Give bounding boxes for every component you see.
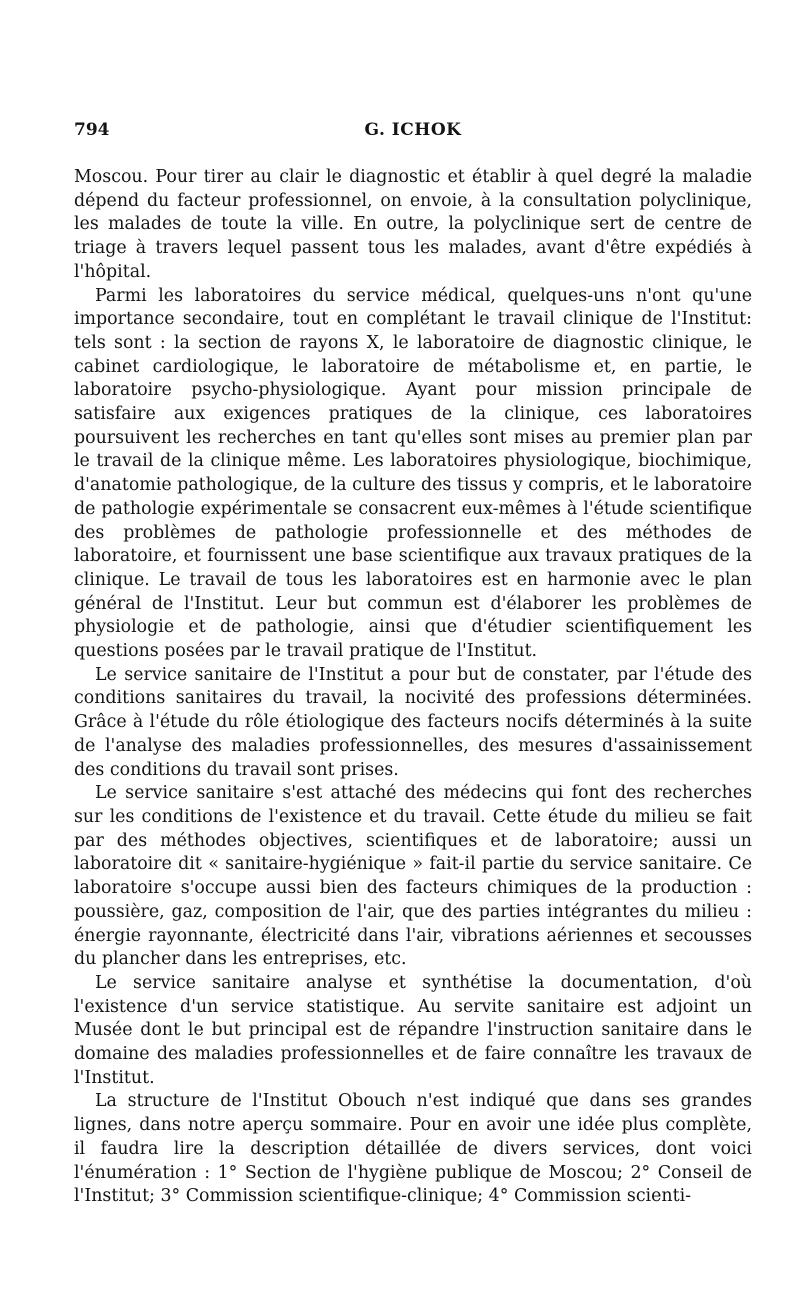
- document-page: [74, 120, 752, 1209]
- paragraph-5: Le service sanitaire analyse et synthétise la documentation, d'où l'existence d'un service statistique. Au servite sanitaire est adjoint un Musée dont le but principal est de répandre l'instruction sanitaire dans le domaine des maladies professionnelles et de faire connaître les travaux de l'Institut.: [74, 972, 752, 1088]
- paragraph-6: La structure de l'Institut Obouch n'est indiqué que dans ses grandes lignes, dans notre aperçu sommaire. Pour en avoir une idée plus complète, il faudra lire la description détaillée de divers services, dont voici l'énumération : 1° Section de l'hygiène publique de Moscou; 2° Conseil de l'Institut; 3° Commission scientifique-clinique; 4° Commission scienti-: [74, 1091, 752, 1207]
- paragraph-2: Parmi les laboratoires du service médical, quelques-uns n'ont qu'une importance secondaire, tout en complétant le travail clinique de l'Institut: tels sont : la section de rayons X, le laboratoire de diagnostic clinique, le cabinet cardiologique, le laboratoire de métabolisme et, en partie, le laboratoire psycho-physiologique. Ayant pour mission principale de satisfaire aux exigences pratiques de la clinique, ces laboratoires poursuivent les recherches en tant qu'elles sont mises au premier plan par le travail de la clinique même. Les laboratoires physiologique, biochimique, d'anatomie pathologique, de la culture des tissus y compris, et le laboratoire de pathologie expérimentale se consacrent eux-mêmes à l'étude scientifique des problèmes de pathologie professionnelle et des méthodes de laboratoire, et fournissent une base scientifique aux travaux pratiques de la clinique. Le travail de tous les laboratoires est en harmonie avec le plan général de l'Institut. Leur but commun est d'élaborer les problèmes de physiologie et de pathologie, ainsi que d'étudier scientifiquement les questions posées par le travail pratique de l'Institut.: [74, 285, 752, 662]
- page-number: 794: [74, 120, 110, 140]
- page-header: [74, 120, 752, 150]
- paragraph-1: Moscou. Pour tirer au clair le diagnostic et établir à quel degré la maladie dépend du facteur professionnel, on envoie, à la consultation polyclinique, les malades de toute la ville. En outre, la polyclinique sert de centre de triage à travers lequel passent tous les malades, avant d'être expédiés à l'hôpital.: [74, 167, 752, 282]
- paragraph-4: Le service sanitaire s'est attaché des médecins qui font des recherches sur les conditions de l'existence et du travail. Cette étude du milieu se fait par des méthodes objectives, scientifiques et de laboratoire; aussi un laboratoire dit « sanitaire-hygiénique » fait-il partie du service sanitaire. Ce laboratoire s'occupe aussi bien des facteurs chimiques de la production : poussière, gaz, composition de l'air, que des parties intégrantes du milieu : énergie rayonnante, électricité dans l'air, vibrations aériennes et secousses du plancher dans les entreprises, etc.: [74, 783, 752, 970]
- paragraph-3: Le service sanitaire de l'Institut a pour but de constater, par l'étude des conditions sanitaires du travail, la nocivité des professions déterminées. Grâce à l'étude du rôle étiologique des facteurs nocifs déterminés à la suite de l'analyse des maladies professionnelles, des mesures d'assainissement des conditions du travail sont prises.: [74, 664, 752, 780]
- running-head: G. ICHOK: [364, 120, 462, 140]
- body-text: [74, 166, 752, 1209]
